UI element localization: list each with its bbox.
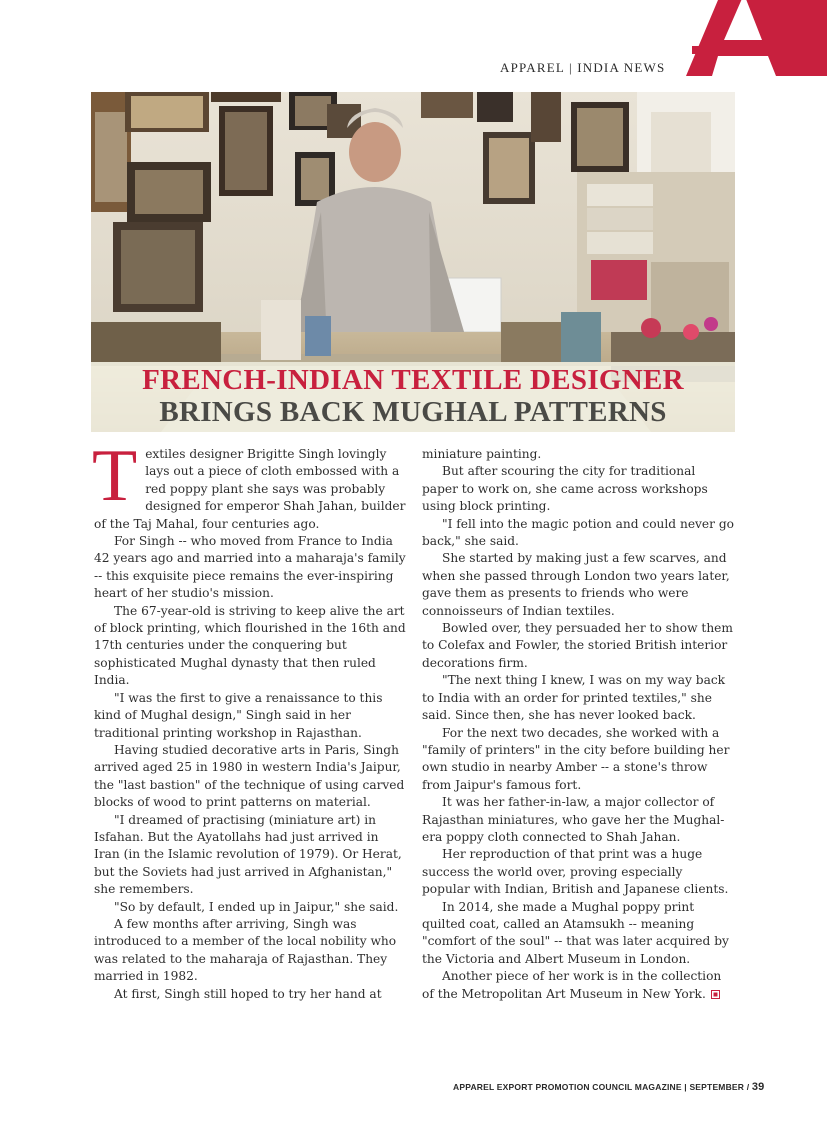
end-of-article-icon <box>711 990 720 999</box>
article-paragraph: The 67-year-old is striving to keep alive the art of block printing, which flourished in the 16th and 17th centuries under the conquering but sophisticated Mughal dynasty that then ruled India. <box>94 603 406 688</box>
article-paragraph: In 2014, she made a Mughal poppy print quilted coat, called an Atamsukh -- meaning "comfort of the soul" -- that was later acquired by the Victoria and Albert Museum in London. <box>422 899 729 966</box>
page-footer <box>453 1081 764 1093</box>
drop-cap: T <box>92 435 138 517</box>
article-paragraph: "I dreamed of practising (miniature art) in Isfahan. But the Ayatollahs had just arrived in Iran (in the Islamic revolution of 1979). Or Herat, but the Soviets had just arrived in Afghanistan," she remembers. <box>94 812 402 897</box>
page-number: 39 <box>751 1081 765 1093</box>
headline-band <box>91 362 735 432</box>
article-paragraph: "So by default, I ended up in Jaipur," she said. <box>114 899 399 914</box>
magazine-logo-icon <box>672 0 827 76</box>
headline-line-2: BRINGS BACK MUGHAL PATTERNS <box>159 396 667 428</box>
article-paragraph: Textiles designer Brigitte Singh lovingly lays out a piece of cloth embossed with a red poppy plant she says was probably designed for emperor Shah Jahan, builder of the Taj Mahal, four centuries ago. <box>92 435 406 531</box>
article-paragraph: She started by making just a few scarves, and when she passed through London two years later, gave them as presents to friends who were connoisseurs of Indian textiles. <box>422 551 730 618</box>
headline-line-1: FRENCH-INDIAN TEXTILE DESIGNER <box>142 364 684 396</box>
article-paragraph: For Singh -- who moved from France to India 42 years ago and married into a maharaja's family -- this exquisite piece remains the ever-inspiring heart of her studio's mission. <box>94 534 406 601</box>
article-paragraph: For the next two decades, she worked with a "family of printers" in the city before building her own studio in nearby Amber -- a stone's throw from Jaipur's famous fort. <box>422 725 730 792</box>
article-paragraph: At first, Singh still hoped to try her hand at <box>114 986 382 1001</box>
article-paragraph: Having studied decorative arts in Paris, Singh arrived aged 25 in 1980 in western India's Jaipur, the "last bastion" of the technique of using carved blocks of wood to print patterns on material. <box>94 742 405 810</box>
article-column-right <box>422 446 734 1003</box>
article-paragraph: "The next thing I knew, I was on my way back to India with an order for printed textiles," she said. Since then, she has never looked back. <box>422 673 726 723</box>
article-paragraph: Bowled over, they persuaded her to show them to Colefax and Fowler, the storied British interior decorations firm. <box>422 621 733 670</box>
article-paragraph: A few months after arriving, Singh was introduced to a member of the local nobility who was related to the maharaja of Rajasthan. They married in 1982. <box>94 916 397 984</box>
article-paragraph: It was her father-in-law, a major collector of Rajasthan miniatures, who gave her the Mughal-era poppy cloth connected to Shah Jahan. <box>422 795 725 844</box>
article-paragraph-continued: miniature painting. <box>422 447 542 461</box>
article-paragraph: But after scouring the city for traditional paper to work on, she came across workshops using block printing. <box>422 464 708 514</box>
article-paragraph: "I fell into the magic potion and could never go back," she said. <box>422 516 734 549</box>
section-label: APPAREL | INDIA NEWS <box>500 60 666 75</box>
article-last-paragraph: Another piece of her work is in the collection of the Metropolitan Art Museum in New York. <box>422 969 722 1001</box>
article-paragraph: Her reproduction of that print was a huge success the world over, proving especially popular with Indian, British and Japanese clients. <box>422 847 729 897</box>
article-column-left <box>92 435 406 1003</box>
article-paragraph: "I was the first to give a renaissance to this kind of Mughal design," Singh said in her traditional printing workshop in Rajasthan. <box>94 690 383 740</box>
footer-publication: APPAREL EXPORT PROMOTION COUNCIL MAGAZINE | SEPTEMBER / <box>453 1082 750 1092</box>
